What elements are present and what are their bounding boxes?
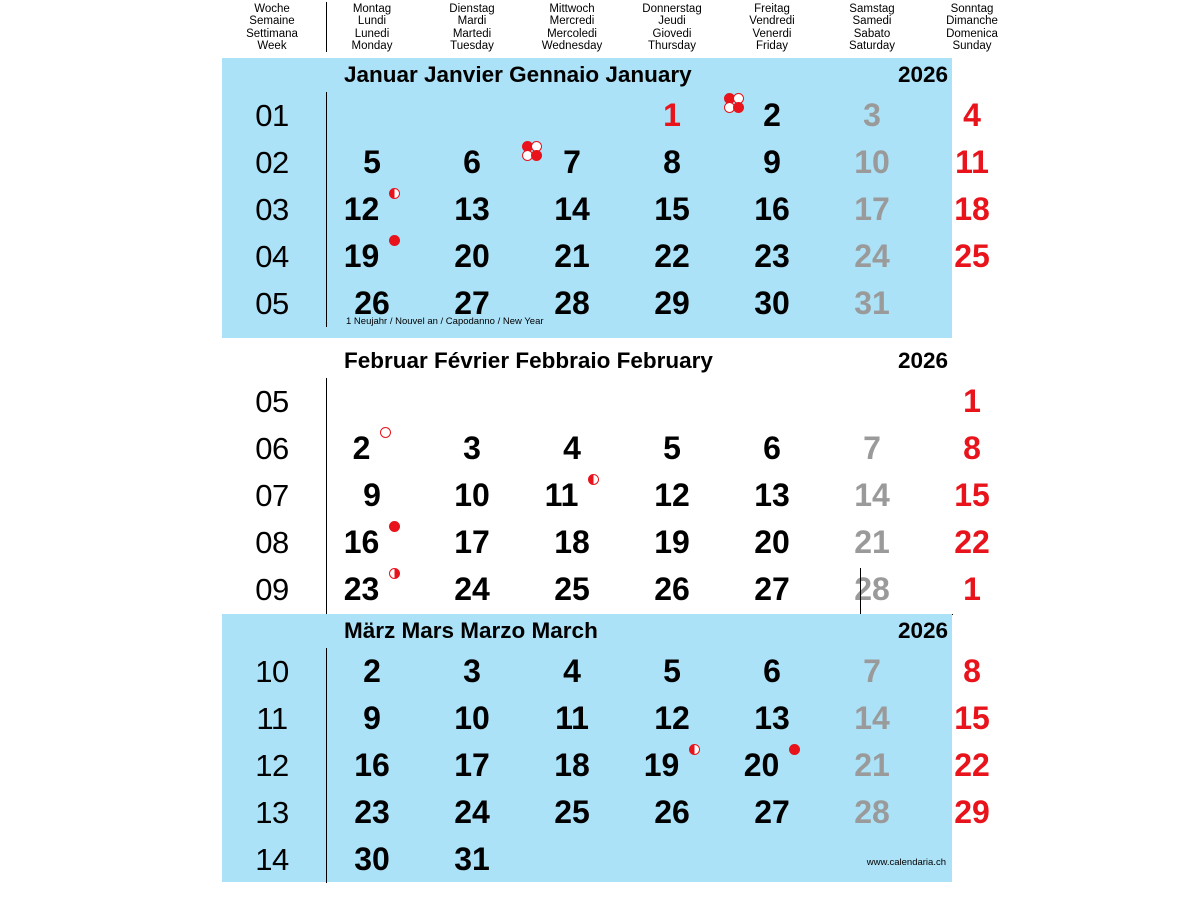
week-number: 03 (255, 191, 289, 227)
day-cell: 16 (354, 747, 390, 783)
day-cell: 5 (663, 653, 681, 689)
week-number: 08 (255, 524, 289, 560)
header-week-separator (326, 2, 327, 52)
day-cell: 13 (454, 191, 490, 227)
header-week-de: Woche (254, 3, 290, 15)
day-number: 6 (463, 144, 481, 180)
day-cell: 9 (763, 144, 781, 180)
moon-last-quarter-icon (588, 474, 599, 485)
day-cell: 6 (763, 430, 781, 466)
moon-new-icon (789, 744, 800, 755)
day-cell: 20 (754, 524, 790, 560)
week-number: 11 (256, 700, 288, 736)
week-number: 07 (255, 477, 289, 513)
table-row (222, 648, 981, 695)
day-cell: 9 (363, 700, 381, 736)
day-cell (322, 238, 422, 275)
day-number: 20 (743, 747, 780, 783)
day-cell: 11 (555, 700, 589, 736)
day-cell: 14 (554, 191, 590, 227)
day-cell-holiday (622, 97, 722, 134)
day-cell: 27 (454, 285, 490, 321)
day-cell: 7 (863, 653, 881, 689)
day-cell: 26 (354, 285, 390, 321)
table-row (222, 566, 981, 613)
header-week-column (222, 0, 322, 53)
day-cell: 24 (454, 571, 490, 607)
day-cell (322, 571, 422, 608)
day-cell: 21 (854, 747, 890, 783)
next-month-overflow-box (860, 568, 953, 615)
month-year-january: 2026 (897, 62, 948, 87)
day-cell: 18 (554, 747, 590, 783)
day-cell: 30 (354, 841, 390, 877)
day-number: 19 (343, 238, 380, 274)
moon-first-quarter-icon (389, 568, 400, 579)
week-number: 09 (255, 571, 289, 607)
day-cell: 31 (854, 285, 890, 321)
header-week-en: Week (257, 40, 287, 53)
day-cell: 15 (954, 477, 990, 513)
day-number: 2 (352, 430, 371, 466)
table-row (222, 742, 990, 789)
day-cell: 23 (754, 238, 790, 274)
day-cell: 28 (554, 285, 590, 321)
month-block-february (222, 344, 990, 609)
moon-last-quarter-icon (689, 744, 700, 755)
weeks-february (222, 378, 990, 613)
day-cell (522, 477, 622, 514)
month-footnote-january: 1 Neujahr / Nouvel an / Capodanno / New Year (346, 316, 544, 327)
week-number: 01 (255, 97, 289, 133)
table-row (222, 472, 990, 519)
day-cell: 2 (763, 97, 781, 133)
table-row (222, 519, 990, 566)
weekday-header (222, 0, 998, 54)
day-cell: 11 (955, 144, 989, 180)
day-cell: 10 (454, 700, 490, 736)
publisher-weblink[interactable]: www.calendaria.ch (866, 857, 946, 868)
week-number: 10 (255, 653, 289, 689)
day-cell: 25 (954, 238, 990, 274)
day-cell: 27 (754, 794, 790, 830)
day-cell: 3 (463, 430, 481, 466)
day-cell: 3 (863, 97, 881, 133)
day-cell: 21 (854, 524, 890, 560)
month-name-march: März Mars Marzo March (344, 618, 598, 643)
day-cell: 22 (954, 747, 990, 783)
day-number: 19 (643, 747, 680, 783)
day-cell: 24 (454, 794, 490, 830)
day-cell: 26 (654, 571, 690, 607)
day-cell: 18 (554, 524, 590, 560)
table-row (222, 186, 990, 233)
header-day-tuesday: Dienstag Mardi Martedi Tuesday (449, 3, 495, 53)
day-cell (422, 144, 522, 181)
month-year-march: 2026 (897, 618, 948, 643)
day-cell: 22 (654, 238, 690, 274)
day-cell: 17 (454, 747, 490, 783)
day-cell (322, 430, 422, 467)
day-number: 1 (663, 97, 681, 133)
day-number: 11 (544, 477, 579, 513)
day-cell: 12 (654, 700, 690, 736)
day-cell: 8 (963, 430, 981, 466)
table-row (222, 836, 952, 883)
day-cell: 29 (954, 794, 990, 830)
month-block-january (222, 58, 990, 338)
week-number: 02 (255, 144, 289, 180)
day-cell: 25 (554, 794, 590, 830)
day-cell: 22 (954, 524, 990, 560)
table-row (222, 695, 990, 742)
table-row (222, 425, 981, 472)
day-cell (322, 524, 422, 561)
table-row (222, 233, 990, 280)
day-cell: 15 (954, 700, 990, 736)
day-cell: 1 (963, 383, 981, 419)
day-cell: 19 (654, 524, 690, 560)
header-week-it: Settimana (246, 27, 298, 40)
day-cell (722, 747, 822, 784)
header-day-friday: Freitag Vendredi Venerdi Friday (749, 3, 795, 53)
day-cell: 8 (963, 653, 981, 689)
day-cell: 4 (563, 430, 581, 466)
day-cell: 7 (563, 144, 581, 180)
week-number: 05 (255, 285, 289, 321)
table-row (222, 139, 989, 186)
moon-full-icon (380, 427, 391, 438)
header-week-fr: Semaine (249, 15, 295, 28)
day-cell: 4 (963, 97, 981, 133)
day-cell: 17 (854, 191, 890, 227)
day-cell: 17 (454, 524, 490, 560)
day-number: 12 (343, 191, 380, 227)
day-cell: 12 (654, 477, 690, 513)
day-cell: 29 (654, 285, 690, 321)
table-row (222, 280, 952, 327)
day-number: 16 (343, 524, 380, 560)
day-cell (622, 747, 722, 784)
week-number: 06 (255, 430, 289, 466)
day-cell: 28 (854, 794, 890, 830)
day-cell: 13 (754, 700, 790, 736)
table-row (222, 92, 981, 139)
day-cell: 21 (554, 238, 590, 274)
month-title-january (222, 58, 952, 92)
day-cell: 5 (363, 144, 381, 180)
day-cell: 18 (954, 191, 990, 227)
day-cell: 24 (854, 238, 890, 274)
day-cell: 2 (363, 653, 381, 689)
header-day-wednesday: Mittwoch Mercredi Mercoledi Wednesday (541, 3, 603, 53)
month-title-february (222, 344, 952, 378)
day-cell: 14 (854, 700, 890, 736)
month-year-february: 2026 (897, 348, 948, 373)
month-name-january: Januar Janvier Gennaio January (344, 62, 692, 87)
day-cell: 13 (754, 477, 790, 513)
moon-last-quarter-icon (389, 188, 400, 199)
day-number: 23 (343, 571, 380, 607)
header-day-saturday: Samstag Samedi Sabato Saturday (848, 3, 896, 53)
week-number: 14 (255, 841, 289, 877)
header-day-sunday: Sonntag Dimanche Domenica Sunday (946, 3, 998, 53)
moon-new-icon (389, 235, 400, 246)
month-title-march (222, 614, 952, 648)
day-cell: 6 (763, 653, 781, 689)
day-cell: 15 (654, 191, 690, 227)
day-cell: 10 (454, 477, 490, 513)
week-number: 05 (255, 383, 289, 419)
day-cell: 30 (754, 285, 790, 321)
day-cell: 9 (363, 477, 381, 513)
day-cell: 27 (754, 571, 790, 607)
day-cell: 14 (854, 477, 890, 513)
day-cell: 23 (354, 794, 390, 830)
table-row (222, 789, 990, 836)
day-cell: 16 (754, 191, 790, 227)
day-cell: 20 (454, 238, 490, 274)
day-cell: 31 (454, 841, 490, 877)
week-number: 04 (255, 238, 289, 274)
day-cell: 8 (663, 144, 681, 180)
day-cell: 26 (654, 794, 690, 830)
week-number: 13 (255, 794, 289, 830)
header-day-thursday: Donnerstag Jeudi Giovedi Thursday (642, 3, 702, 53)
moon-new-icon (389, 521, 400, 532)
day-cell: 7 (863, 430, 881, 466)
weeks-january (222, 92, 990, 327)
week-number: 12 (255, 747, 289, 783)
day-cell: 4 (563, 653, 581, 689)
month-block-march (222, 614, 990, 882)
day-cell (322, 191, 422, 228)
day-cell: 5 (663, 430, 681, 466)
day-cell: 10 (854, 144, 890, 180)
day-cell: 28 (854, 571, 890, 607)
day-cell-next-month: 1 (963, 571, 981, 607)
header-day-monday: Montag Lundi Lunedi Monday (351, 3, 393, 53)
day-cell: 25 (554, 571, 590, 607)
table-row (222, 378, 981, 425)
month-name-february: Februar Février Febbraio February (344, 348, 713, 373)
weeks-march (222, 648, 990, 883)
day-cell: 3 (463, 653, 481, 689)
